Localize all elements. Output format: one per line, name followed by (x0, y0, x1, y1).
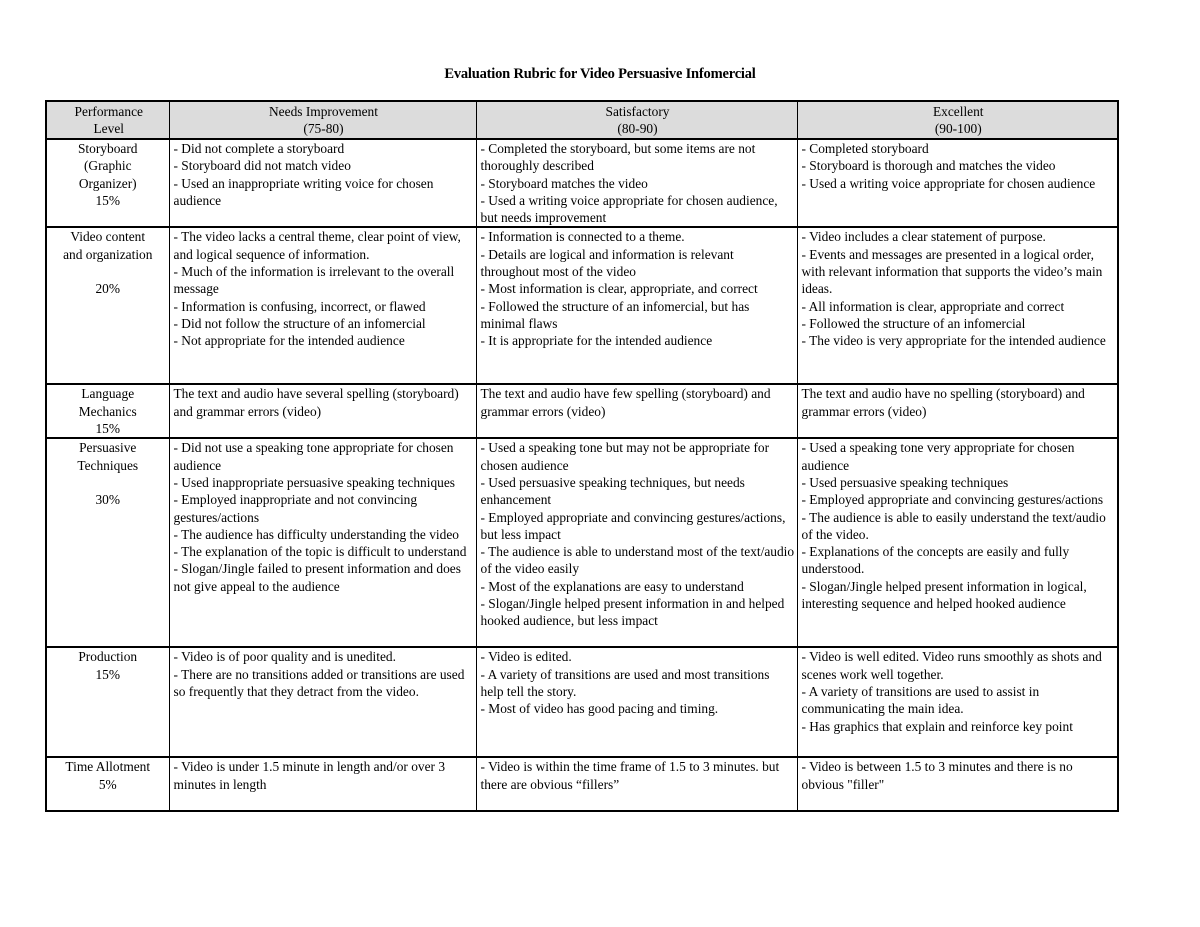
criterion-persuasive-techniques: Persuasive Techniques 30% (46, 438, 169, 647)
cell-excellent: - Video is between 1.5 to 3 minutes and there is no obvious "filler" (797, 757, 1118, 811)
row-persuasive-techniques (46, 438, 1118, 647)
cell-needs-improvement: - Did not use a speaking tone appropriate for chosen audience - Used inappropriate persuasive speaking techniques - Employed inappropriate and not convincing gestures/actions - The audience has difficulty understanding the video - The explanation of the topic is difficult to understand - Slogan/Jingle failed to present information and does not give appeal to the audience (169, 438, 476, 647)
cell-needs-improvement: - Did not complete a storyboard - Storyboard did not match video - Used an inappropriate writing voice for chosen audience (169, 139, 476, 227)
weight: 15% (95, 421, 121, 437)
page-title: Evaluation Rubric for Video Persuasive Infomercial (444, 66, 756, 82)
cell-excellent: - Video is well edited. Video runs smoothly as shots and scenes work well together. - A variety of transitions are used to assist in communicating the main idea. - Has graphics that explain and reinforce key point (797, 647, 1118, 757)
row-video-content (46, 227, 1118, 384)
cell-needs-improvement: - Video is of poor quality and is unedited. - There are no transitions added or transitions are used so frequently that they detract from the video. (169, 647, 476, 757)
cell-needs-improvement: - The video lacks a central theme, clear point of view, and logical sequence of information. - Much of the information is irrelevant to the overall message - Information is confusing, incorrect, or flawed - Did not follow the structure of an infomercial - Not appropriate for the intended audience (169, 227, 476, 384)
rubric-table (45, 100, 1119, 812)
cell-excellent: The text and audio have no spelling (storyboard) and grammar errors (video) (797, 384, 1118, 438)
cell-satisfactory: The text and audio have few spelling (storyboard) and grammar errors (video) (476, 384, 797, 438)
criterion-production: Production 15% (46, 647, 169, 757)
cell-satisfactory: - Information is connected to a theme. - Details are logical and information is relevant throughout most of the video - Most information is clear, appropriate, and correct - Followed the structure of an infomercial, but has minimal flaws - It is appropriate for the intended audience (476, 227, 797, 384)
header-needs-improvement: Needs Improvement (75-80) (169, 101, 476, 139)
cell-satisfactory: - Completed the storyboard, but some items are not thoroughly described - Storyboard matches the video - Used a writing voice appropriate for chosen audience, but needs improvement (476, 139, 797, 227)
weight: 15% (95, 192, 121, 208)
weight: 20% (95, 281, 121, 297)
weight: 15% (95, 666, 121, 682)
cell-needs-improvement: - Video is under 1.5 minute in length and/or over 3 minutes in length (169, 757, 476, 811)
cell-excellent: - Completed storyboard - Storyboard is thorough and matches the video - Used a writing voice appropriate for chosen audience (797, 139, 1118, 227)
row-storyboard (46, 139, 1118, 227)
criterion-video-content: Video content and organization 20% (46, 227, 169, 384)
criterion-time-allotment: Time Allotment 5% (46, 757, 169, 811)
weight: 30% (95, 491, 121, 507)
cell-satisfactory: - Video is within the time frame of 1.5 to 3 minutes. but there are obvious “fillers” (476, 757, 797, 811)
weight: 5% (98, 776, 117, 792)
cell-satisfactory: - Used a speaking tone but may not be appropriate for chosen audience - Used persuasive speaking techniques, but needs enhancement - Employed appropriate and convincing gestures/actions, but less impact - The audience is able to understand most of the text/audio of the video easily - Most of the explanations are easy to understand - Slogan/Jingle helped present information in and helped hooked audience, but less impact (476, 438, 797, 647)
cell-excellent: - Video includes a clear statement of purpose. - Events and messages are presented in a logical order, with relevant information that supports the video’s main ideas. - All information is clear, appropriate and correct - Followed the structure of an infomercial - The video is very appropriate for the intended audience (797, 227, 1118, 384)
criterion-language-mechanics: Language Mechanics 15% (46, 384, 169, 438)
row-language-mechanics (46, 384, 1118, 438)
header-satisfactory: Satisfactory (80-90) (476, 101, 797, 139)
header-excellent: Excellent (90-100) (797, 101, 1118, 139)
criterion-storyboard: Storyboard (Graphic Organizer) 15% (46, 139, 169, 227)
header-row (46, 101, 1118, 139)
cell-satisfactory: - Video is edited. - A variety of transitions are used and most transitions help tell the story. - Most of video has good pacing and timing. (476, 647, 797, 757)
header-performance-level: Performance Level (46, 101, 169, 139)
cell-needs-improvement: The text and audio have several spelling (storyboard) and grammar errors (video) (169, 384, 476, 438)
cell-excellent: - Used a speaking tone very appropriate for chosen audience - Used persuasive speaking techniques - Employed appropriate and convincing gestures/actions - The audience is able to easily understand the text/audio of the video. - Explanations of the concepts are easily and fully understood. - Slogan/Jingle helped present information in logical, interesting sequence and helped hooked audience (797, 438, 1118, 647)
row-production (46, 647, 1118, 757)
row-time-allotment (46, 757, 1118, 811)
